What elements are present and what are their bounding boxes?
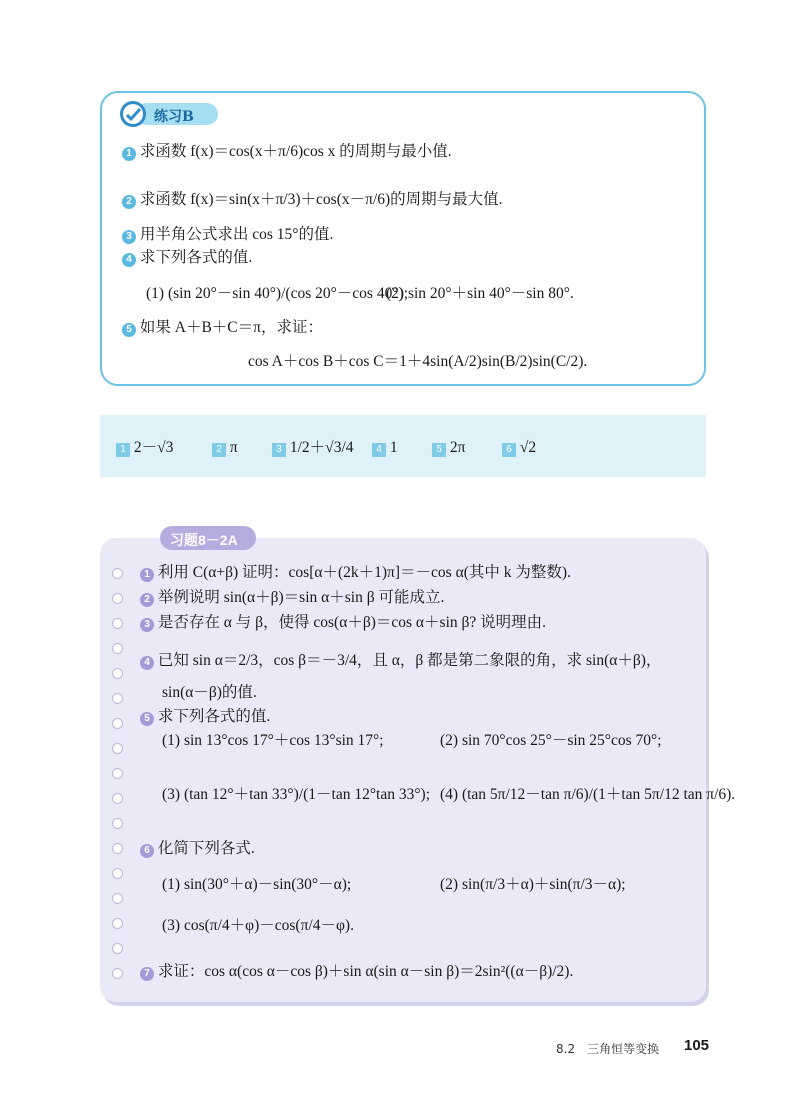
pb-question-1 [122,144,452,161]
answer-2 [212,440,238,457]
answer-1-value: 2－√3 [133,439,174,456]
ex-q4-text: 已知 sin α＝2/3，cos β＝－3/4，且 α，β 都是第二象限的角，求 sin(α＋β)， [157,652,662,669]
answer-6 [502,440,536,457]
ex-q6-part-3: (3) cos(π/4＋φ)－cos(π/4－φ). [162,917,354,934]
answers-strip [100,415,706,477]
answer-5 [432,440,465,457]
binder-ring-icon [112,743,123,754]
answer-5-number: 5 [432,443,446,457]
ex-q5-part-4: (4) (tan 5π/12－tan π/6)/(1＋tan 5π/12 tan π/6). [440,786,736,803]
pb-q5-formula: cos A＋cos B＋cos C＝1＋4sin(A/2)sin(B/2)sin(C/2). [248,353,588,370]
pb-q2-number: 2 [122,195,136,209]
pb-q4-text: 求下列各式的值. [139,249,253,266]
ex-q6-text: 化简下列各式. [157,840,255,857]
binder-ring-icon [112,918,123,929]
pb-q1-text: 求函数 f(x)＝cos(x＋π/6)cos x 的周期与最小值. [139,143,452,160]
answer-2-value: π [229,439,238,456]
answer-4-value: 1 [389,439,398,456]
pb-q4-number: 4 [122,253,136,267]
answer-5-value: 2π [449,439,466,456]
pb-q2-text: 求函数 f(x)＝sin(x＋π/3)＋cos(x－π/6)的周期与最大值. [139,191,503,208]
exercise-a-title: 习题8－2A [170,532,238,548]
ex-question-7 [140,964,573,981]
ex-question-3 [140,615,546,632]
pencil-badge-icon [118,99,148,129]
pb-q1-number: 1 [122,147,136,161]
ex-q6-part-1: (1) sin(30°＋α)－sin(30°－α); [162,876,352,893]
page-number: 105 [684,1037,710,1054]
ex-q6-part-2: (2) sin(π/3＋α)＋sin(π/3－α); [440,876,626,893]
ex-q5-part-2: (2) sin 70°cos 25°－sin 25°cos 70°; [440,732,662,749]
binder-ring-icon [112,593,123,604]
answer-3-value: 1/2＋√3/4 [289,439,354,456]
ex-q2-number: 2 [140,593,154,607]
binder-ring-icon [112,768,123,779]
ex-q4-text-line-2: sin(α－β)的值. [162,684,257,701]
answer-2-number: 2 [212,443,226,457]
binder-ring-icon [112,893,123,904]
answer-4 [372,440,398,457]
ex-q5-number: 5 [140,712,154,726]
footer-section-title: 8.2 三角恒等变换 [556,1042,660,1056]
answer-4-number: 4 [372,443,386,457]
answer-6-number: 6 [502,443,516,457]
pb-q4-part-2: (2) sin 20°＋sin 40°－sin 80°. [386,285,574,302]
ex-question-1 [140,565,571,582]
ex-q4-number: 4 [140,656,154,670]
answer-1-number: 1 [116,443,130,457]
answer-6-value: √2 [519,439,537,456]
binder-ring-icon [112,718,123,729]
binder-ring-icon [112,793,123,804]
ex-q5-part-1: (1) sin 13°cos 17°＋cos 13°sin 17°; [162,732,384,749]
binder-ring-icon [112,618,123,629]
binder-ring-icon [112,693,123,704]
binder-ring-icon [112,943,123,954]
pb-question-4 [122,250,252,267]
binder-ring-icon [112,843,123,854]
binder-ring-icon [112,568,123,579]
ex-question-2 [140,590,444,607]
pb-q3-text: 用半角公式求出 cos 15°的值. [139,226,334,243]
pb-q4-part-1: (1) (sin 20°－sin 40°)/(cos 20°－cos 40°); [146,285,409,302]
practice-b-title: 练习B [154,109,194,125]
ex-q7-number: 7 [140,967,154,981]
ex-question-4 [140,653,661,670]
ex-q3-text: 是否存在 α 与 β，使得 cos(α＋β)＝cos α＋sin β? 说明理由. [157,614,547,631]
binder-ring-icon [112,968,123,979]
pb-question-3 [122,227,333,244]
ex-q2-text: 举例说明 sin(α＋β)＝sin α＋sin β 可能成立. [157,589,445,606]
ex-q7-text: 求证：cos α(cos α－cos β)＋sin α(sin α－sin β)＝2sin²((α－β)/2). [157,963,574,980]
pb-question-5 [122,320,323,337]
answer-1 [116,440,173,457]
pb-q3-number: 3 [122,230,136,244]
ex-q6-number: 6 [140,844,154,858]
pb-q5-number: 5 [122,323,136,337]
ex-q5-text: 求下列各式的值. [157,708,271,725]
ex-question-6 [140,841,255,858]
pb-q5-text: 如果 A＋B＋C＝π，求证： [139,319,323,336]
ex-question-5 [140,709,270,726]
binder-ring-icon [112,818,123,829]
ex-q3-number: 3 [140,618,154,632]
answer-3 [272,440,354,457]
answer-3-number: 3 [272,443,286,457]
binder-ring-icon [112,643,123,654]
pb-question-2 [122,192,503,209]
ex-q1-number: 1 [140,568,154,582]
binder-ring-icon [112,868,123,879]
ex-q5-part-3: (3) (tan 12°＋tan 33°)/(1－tan 12°tan 33°); [162,786,430,803]
practice-b-header [118,99,218,129]
binder-ring-icon [112,668,123,679]
ex-q1-text: 利用 C(α+β) 证明：cos[α＋(2k＋1)π]＝－cos α(其中 k 为整数). [157,564,571,581]
